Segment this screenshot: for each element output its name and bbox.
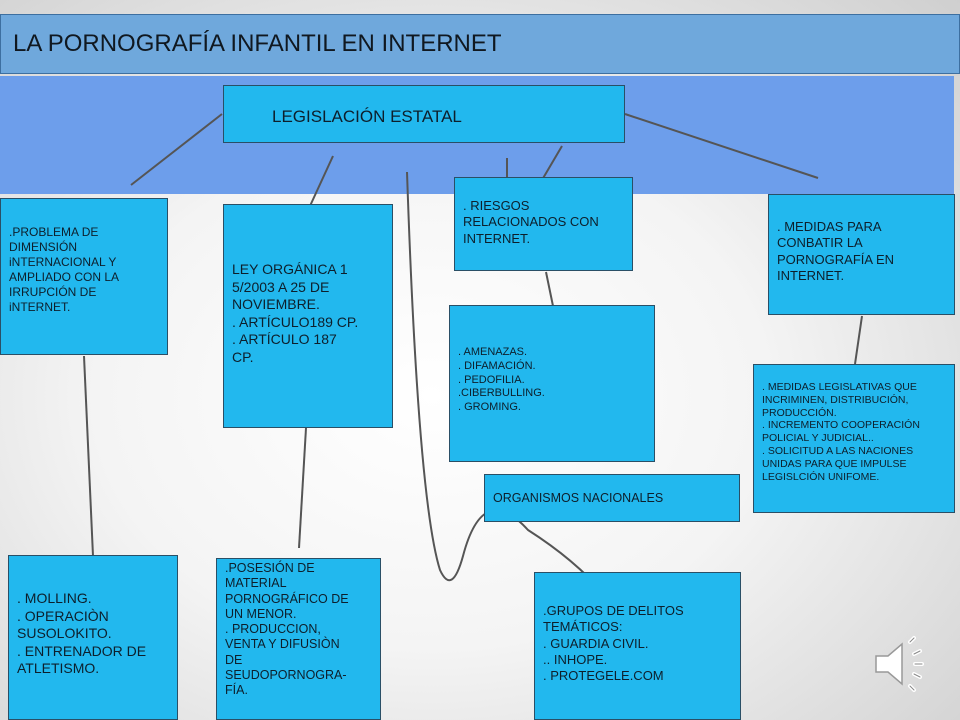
connector-medidas-detalle [855, 316, 862, 364]
connector-riesgos-amenazas [546, 272, 553, 306]
node-legislacion-estatal: LEGISLACIÓN ESTATAL [223, 85, 625, 143]
node-molling: . MOLLING. . OPERACIÒN SUSOLOKITO. . ENTRENADOR DE ATLETISMO. [8, 555, 178, 720]
connector-problema-molling [84, 356, 93, 556]
node-posesion: .POSESIÓN DE MATERIAL PORNOGRÁFICO DE UN MENOR. . PRODUCCION, VENTA Y DIFUSIÒN DE SEUDOPORNOGRA- FÍA. [216, 558, 381, 720]
node-ley-organica: LEY ORGÁNICA 1 5/2003 A 25 DE NOVIEMBRE. . ARTÍCULO189 CP. . ARTÍCULO 187 CP. [223, 204, 393, 428]
connector-ley-posesion [299, 428, 306, 548]
node-organismos-nacionales: ORGANISMOS NACIONALES [484, 474, 740, 522]
node-medidas: . MEDIDAS PARA CONBATIR LA PORNOGRAFÍA EN INTERNET. [768, 194, 955, 315]
connector-amenazas-top [542, 146, 562, 180]
connector-problema [131, 114, 222, 185]
node-riesgos: . RIESGOS RELACIONADOS CON INTERNET. [454, 177, 633, 271]
connector-ley [310, 156, 333, 206]
node-problema: .PROBLEMA DE DIMENSIÓN iNTERNACIONAL Y AMPLIADO CON LA IRRUPCIÓN DE iNTERNET. [0, 198, 168, 355]
node-amenazas: . AMENAZAS. . DIFAMACIÓN. . PEDOFILIA. .CIBERBULLING. . GROMING. [449, 305, 655, 462]
node-grupos-delitos: .GRUPOS DE DELITOS TEMÁTICOS: . GUARDIA CIVIL. .. INHOPE. . PROTEGELE.COM [534, 572, 741, 720]
connector-medidas [625, 114, 818, 178]
node-medidas-detalle: . MEDIDAS LEGISLATIVAS QUE INCRIMINEN, DISTRIBUCIÓN, PRODUCCIÓN. . INCREMENTO COOPERACIÓN POLICIAL Y JUDICIAL.. . SOLICITUD A LAS NACIONES UNIDAS PARA QUE IMPULSE LEGISLCIÓN UNIFOME. [753, 364, 955, 513]
page-title: LA PORNOGRAFÍA INFANTIL EN INTERNET [0, 14, 960, 74]
speaker-sound-icon[interactable] [872, 634, 936, 694]
